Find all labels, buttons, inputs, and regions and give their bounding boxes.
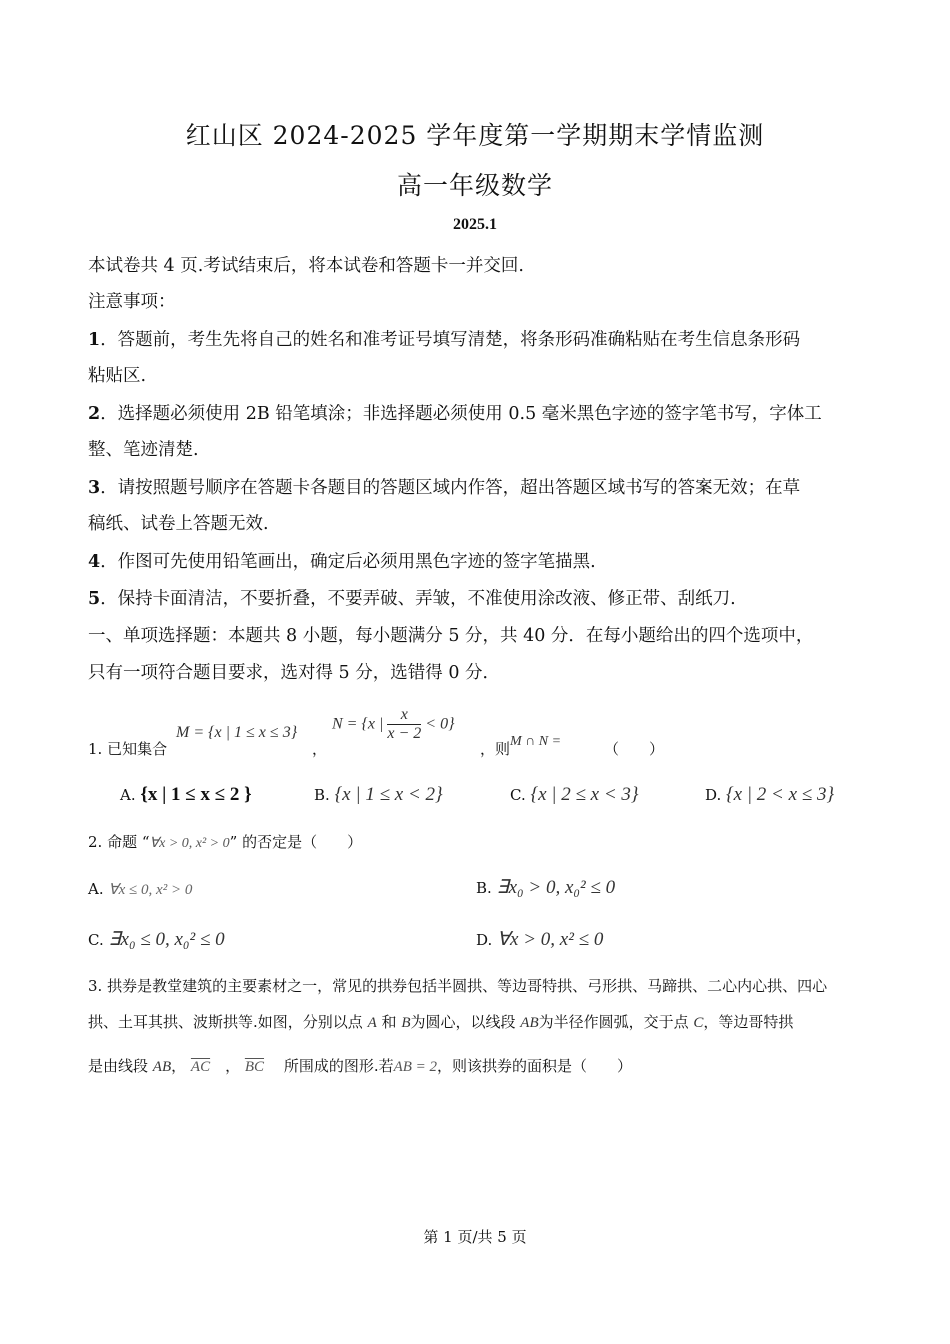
segment-ab: AB (520, 1015, 539, 1031)
q1-option-d[interactable] (705, 784, 834, 806)
q3-line1: 3. 拱券是教堂建筑的主要素材之一，常见的拱券包括半圆拱、等边哥特拱、弓形拱、马蹄拱、二心内心拱、四心 (88, 977, 828, 995)
fraction-denominator: x − 2 (387, 725, 422, 742)
q3-text: 和 (381, 1013, 397, 1031)
option-text: ∀x > 0, x² ≤ 0 (497, 929, 604, 950)
option-label: A. (120, 786, 136, 804)
q3-line2 (88, 1011, 793, 1032)
fraction (387, 706, 421, 743)
notice-2-cont: 整、笔迹清楚. (88, 440, 199, 460)
notice-number: 3 (88, 478, 101, 498)
q1-blank: （ ） (604, 740, 665, 758)
section-heading-line2: 只有一项符合题目要求，选对得 5 分，选错得 0 分． (88, 663, 501, 683)
notice-heading: 注意事项： (88, 292, 176, 312)
notice-number: 5 (88, 589, 101, 609)
notice-number: 1 (88, 330, 101, 350)
q2-option-c[interactable] (88, 928, 225, 951)
option-text: ∃x₀ ≤ 0, x₀² ≤ 0 (108, 929, 225, 950)
option-label: B. (314, 786, 330, 804)
q1-option-b[interactable] (314, 784, 443, 806)
q2-option-d[interactable] (476, 928, 603, 951)
point-c: C (693, 1015, 704, 1031)
q1-prefix: 1. 已知集合 (88, 740, 168, 758)
q2-prefix: 2. 命题 “ (88, 833, 150, 851)
q1-comma: ， (312, 740, 328, 758)
option-label: C. (510, 786, 526, 804)
q1-set-m: M = {x | 1 ≤ x ≤ 3} (176, 724, 298, 741)
arc-ac: $\overline{AC}$ (190, 1059, 211, 1075)
option-label: D. (476, 931, 493, 949)
q3-text: 拱、土耳其拱、波斯拱等.如图，分别以点 (88, 1013, 363, 1031)
option-text: ∃x₀ > 0, x₀² ≤ 0 (496, 877, 616, 898)
notice-2 (88, 400, 822, 425)
set-n-rhs: < 0} (425, 715, 455, 733)
q2-proposition: ∀x > 0, x² > 0 (149, 836, 230, 851)
fraction-numerator: x (387, 706, 421, 725)
q1-expr: M ∩ N = (510, 734, 562, 749)
notice-number: 4 (88, 552, 101, 572)
q3-text: ，等边哥特拱 (703, 1013, 794, 1031)
notice-text: ．答题前，考生先将自己的姓名和准考证号填写清楚，将条形码准确粘贴在考生信息条形码 (100, 330, 801, 350)
option-text: {x | 1 ≤ x ≤ 2 } (140, 784, 252, 805)
section-heading-line1: 一、单项选择题：本题共 8 小题，每小题满分 5 分，共 40 分．在每小题给出的四个选项中， (88, 626, 814, 646)
q2-stem (88, 831, 362, 852)
notice-4 (88, 548, 596, 573)
q3-text: 为半径作圆弧，交于点 (538, 1013, 689, 1031)
q3-text: 所围成的图形.若 (283, 1057, 394, 1075)
notice-text: ．保持卡面清洁，不要折叠，不要弄破、弄皱，不准使用涂改液、修正带、刮纸刀. (100, 589, 736, 609)
option-text: {x | 2 < x ≤ 3} (726, 784, 835, 805)
intro-text: 本试卷共 4 页.考试结束后，将本试卷和答题卡一并交回. (88, 256, 524, 276)
notice-1 (88, 326, 800, 351)
notice-number: 2 (88, 404, 101, 424)
notice-1-cont: 粘贴区. (88, 366, 147, 386)
segment-ab: AB (152, 1059, 172, 1075)
q2-suffix: ” 的否定是（ ） (229, 833, 363, 851)
option-label: A. (88, 880, 104, 898)
notice-text: ．作图可先使用铅笔画出，确定后必须用黑色字迹的签字笔描黑. (100, 552, 596, 572)
exam-subtitle: 高一年级数学 (396, 171, 553, 200)
arc-bc: $\overline{BC}$ (244, 1059, 265, 1075)
notice-text: ．选择题必须使用 2B 铅笔填涂；非选择题必须使用 0.5 毫米黑色字迹的签字笔书写，字体工 (100, 404, 822, 424)
notice-3 (88, 474, 800, 499)
q1-option-a[interactable] (120, 784, 252, 806)
q3-text: 是由线段 (88, 1057, 149, 1075)
notice-3-cont: 稿纸、试卷上答题无效. (88, 514, 269, 534)
option-label: B. (476, 879, 492, 897)
exam-title: 红山区 2024-2025 学年度第一学期期末学情监测 (185, 121, 765, 150)
option-text: {x | 1 ≤ x < 2} (334, 784, 443, 805)
point-a: A (367, 1015, 377, 1031)
notice-5 (88, 585, 736, 610)
option-label: D. (705, 786, 722, 804)
point-b: B (401, 1015, 411, 1031)
option-text: ∀x ≤ 0, x² > 0 (108, 882, 193, 898)
q1-set-n (332, 706, 454, 743)
option-text: {x | 2 ≤ x < 3} (530, 784, 639, 805)
q1-then: ，则 (480, 740, 511, 758)
q3-line3: 是由线段 AB， $\overline{AC}$ ， $\overline{BC}$ 所围成的图形.若AB = 2，则该拱券的面积是（ ） (88, 1057, 633, 1075)
q3-condition: AB = 2 (393, 1059, 438, 1075)
q3-text: 为圆心，以线段 (410, 1013, 516, 1031)
q3-text: ，则该拱券的面积是（ ） (437, 1057, 633, 1075)
q1-option-c[interactable] (510, 784, 639, 806)
page-footer: 第 1 页/共 5 页 (423, 1228, 527, 1246)
exam-date: 2025.1 (453, 216, 497, 233)
q2-option-a[interactable] (88, 880, 192, 899)
set-n-lhs: N = {x | (332, 715, 384, 733)
q2-option-b[interactable] (476, 876, 615, 899)
notice-text: ．请按照题号顺序在答题卡各题目的答题区域内作答，超出答题区域书写的答案无效；在草 (100, 478, 801, 498)
option-label: C. (88, 931, 104, 949)
